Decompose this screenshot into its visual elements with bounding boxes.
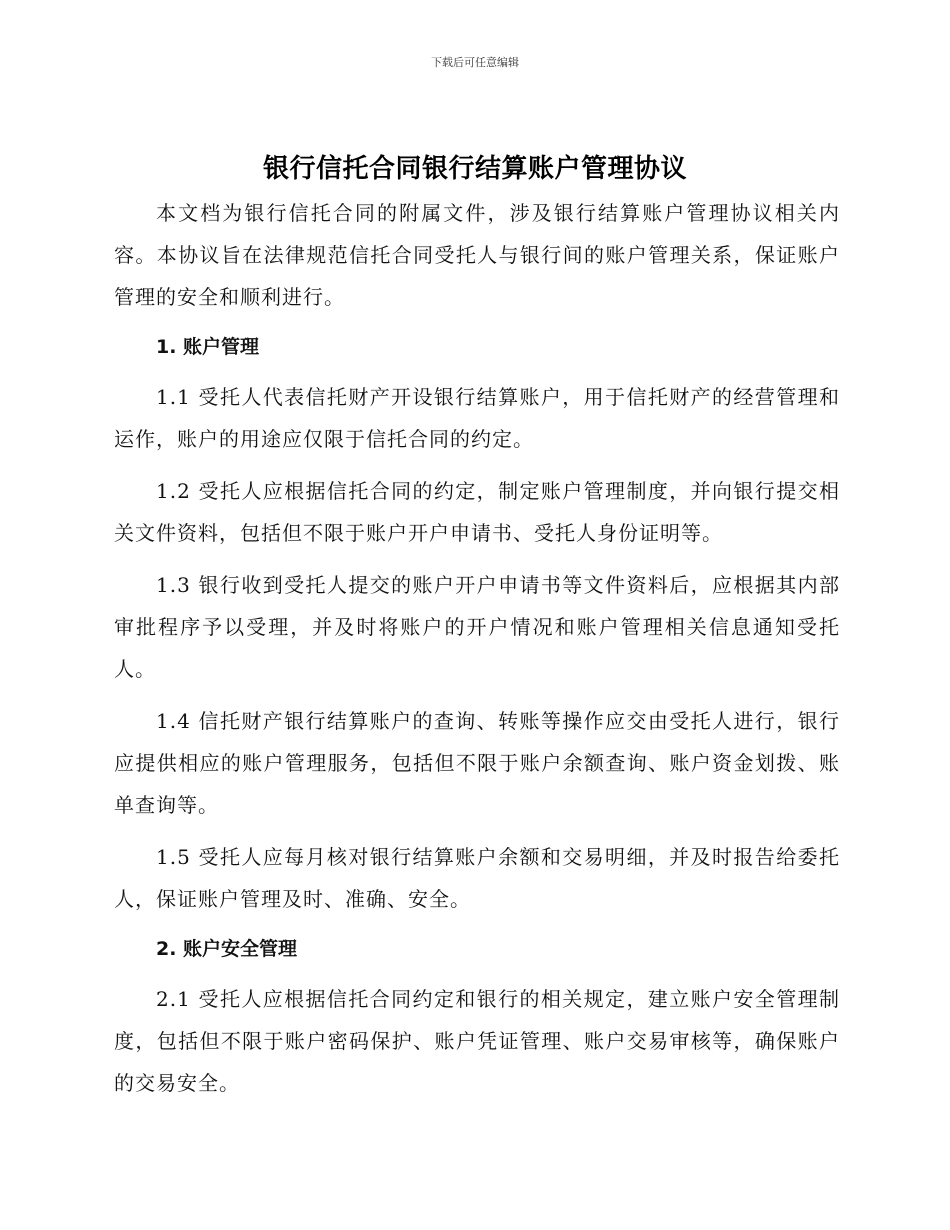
document-body bbox=[114, 192, 840, 1104]
clause-2-1: 2.1 受托人应根据信托合同约定和银行的相关规定，建立账户安全管理制度，包括但不限于账户密码保护、账户凭证管理、账户交易审核等，确保账户的交易安全。 bbox=[114, 987, 840, 1095]
clause-1-5: 1.5 受托人应每月核对银行结算账户余额和交易明细，并及时报告给委托人，保证账户管理及时、准确、安全。 bbox=[114, 845, 840, 911]
clause-1-4: 1.4 信托财产银行结算账户的查询、转账等操作应交由受托人进行，银行应提供相应的账户管理服务，包括但不限于账户余额查询、账户资金划拨、账单查询等。 bbox=[114, 709, 840, 817]
section-heading-2: 2. 账户安全管理 bbox=[156, 938, 298, 960]
page-header: 下载后可任意编辑 bbox=[431, 56, 519, 69]
intro-paragraph: 本文档为银行信托合同的附属文件，涉及银行结算账户管理协议相关内容。本协议旨在法律规范信托合同受托人与银行间的账户管理关系，保证账户管理的安全和顺利进行。 bbox=[114, 201, 840, 309]
clause-1-2: 1.2 受托人应根据信托合同的约定，制定账户管理制度，并向银行提交相关文件资料，包括但不限于账户开户申请书、受托人身份证明等。 bbox=[114, 479, 840, 545]
clause-1-3: 1.3 银行收到受托人提交的账户开户申请书等文件资料后，应根据其内部审批程序予以受理，并及时将账户的开户情况和账户管理相关信息通知受托人。 bbox=[114, 573, 840, 681]
clause-1-1: 1.1 受托人代表信托财产开设银行结算账户，用于信托财产的经营管理和运作，账户的用途应仅限于信托合同的约定。 bbox=[114, 385, 840, 451]
document-title: 银行信托合同银行结算账户管理协议 bbox=[262, 154, 687, 184]
section-heading-1: 1. 账户管理 bbox=[156, 336, 260, 358]
